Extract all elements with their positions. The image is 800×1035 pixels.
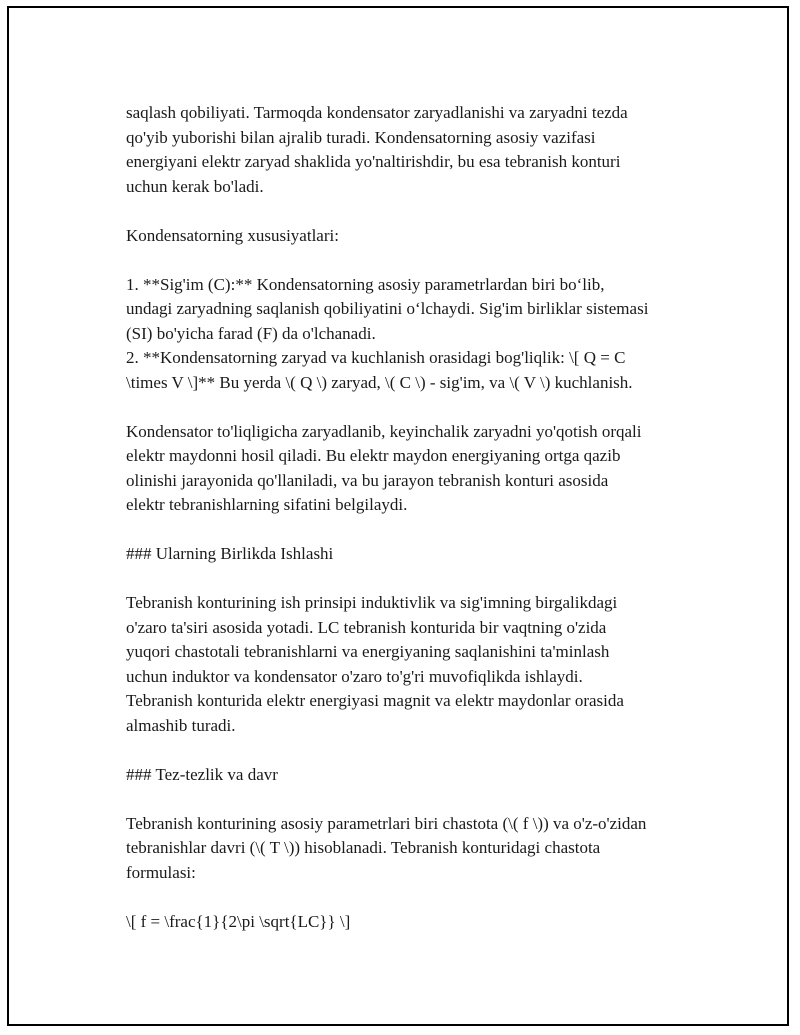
document-body bbox=[126, 101, 716, 959]
text-line: ### Ularning Birlikda Ishlashi bbox=[126, 544, 334, 563]
text-line: tebranishlar davri (\( T \)) hisoblanadi. Tebranish konturidagi chastota bbox=[126, 838, 601, 857]
text-line: Kondensator to'liqligicha zaryadlanib, keyinchalik zaryadni yo'qotish orqali bbox=[126, 421, 642, 441]
paragraph-frequency-period bbox=[126, 812, 716, 886]
section-heading-combined-operation bbox=[126, 542, 716, 567]
text-line: undagi zaryadning saqlanish qobiliyatini o‘lchaydi. Sig'im birliklar sistemasi bbox=[126, 299, 649, 318]
text-line: Kondensatorning xususiyatlari: bbox=[126, 225, 339, 245]
text-line: saqlash qobiliyati. Tarmoqda kondensator zaryadlanishi va zaryadni tezda bbox=[126, 103, 628, 122]
paragraph-capacitor-intro bbox=[126, 101, 716, 199]
paragraph-capacitor-discharge bbox=[126, 420, 716, 518]
text-line: \[ f = \frac{1}{2\pi \sqrt{LC}} \] bbox=[126, 911, 351, 931]
text-line: olinishi jarayonida qo'llaniladi, va bu jarayon tebranish konturi asosida bbox=[126, 470, 609, 490]
text-line: energiyani elektr zaryad shaklida yo'naltirishdir, bu esa tebranish konturi bbox=[126, 152, 621, 171]
text-line: Tebranish konturining asosiy parametrlari biri chastota (\( f \)) va o'z-o'zidan bbox=[126, 813, 647, 833]
text-line: uchun induktor va kondensator o'zaro to'g'ri muvofiqlikda ishlaydi. bbox=[126, 666, 583, 686]
page-frame bbox=[7, 6, 789, 1026]
paragraph-combined-operation bbox=[126, 591, 716, 738]
text-line: formulasi: bbox=[126, 862, 196, 882]
text-line: qo'yib yuborishi bilan ajralib turadi. Kondensatorning asosiy vazifasi bbox=[126, 127, 596, 147]
formula-frequency bbox=[126, 910, 716, 935]
text-line: (SI) bo'yicha farad (F) da o'lchanadi. bbox=[126, 323, 376, 343]
text-line: elektr tebranishlarning sifatini belgilaydi. bbox=[126, 495, 408, 514]
text-line: 2. **Kondensatorning zaryad va kuchlanish orasidagi bog'liqlik: \[ Q = C bbox=[126, 348, 626, 367]
text-line: yuqori chastotali tebranishlarni va energiyaning saqlanishini ta'minlash bbox=[126, 642, 610, 661]
text-line: \times V \]** Bu yerda \( Q \) zaryad, \( C \) - sig'im, va \( V \) kuchlanish. bbox=[126, 372, 633, 392]
text-line: almashib turadi. bbox=[126, 715, 236, 735]
text-line: 1. **Sig'im (C):** Kondensatorning asosiy parametrlardan biri bo‘lib, bbox=[126, 274, 605, 294]
text-line: o'zaro ta'siri asosida yotadi. LC tebranish konturida bir vaqtning o'zida bbox=[126, 617, 607, 637]
text-line: uchun kerak bo'ladi. bbox=[126, 176, 264, 196]
paragraph-capacitor-properties-heading bbox=[126, 224, 716, 249]
section-heading-frequency-period bbox=[126, 763, 716, 788]
text-line: Tebranish konturida elektr energiyasi magnit va elektr maydonlar orasida bbox=[126, 691, 624, 710]
text-line: Tebranish konturining ish prinsipi induktivlik va sig'imning birgalikdagi bbox=[126, 593, 618, 612]
text-line: elektr maydonni hosil qiladi. Bu elektr maydon energiyaning ortga qazib bbox=[126, 446, 621, 465]
paragraph-capacitor-properties-list bbox=[126, 273, 716, 396]
text-line: ### Tez-tezlik va davr bbox=[126, 764, 278, 784]
